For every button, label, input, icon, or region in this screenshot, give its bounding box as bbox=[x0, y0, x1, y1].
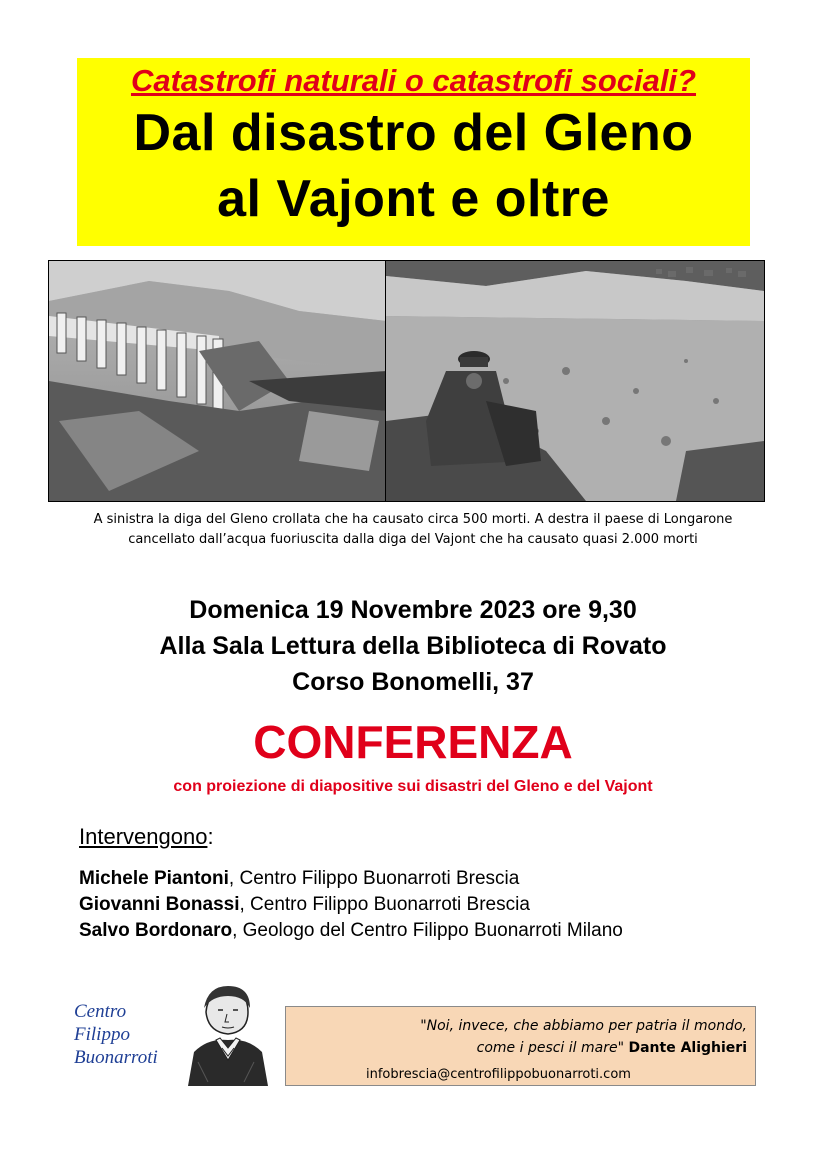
speaker-item bbox=[79, 918, 623, 944]
speaker-affiliation: , Centro Filippo Buonarroti Brescia bbox=[239, 894, 530, 915]
title-line-1: Dal disastro del Gleno bbox=[133, 104, 694, 162]
conference-subtitle: con proiezione di diapositive sui disastri del Gleno e del Vajont bbox=[173, 778, 653, 795]
longarone-image bbox=[386, 261, 764, 501]
gleno-dam-image bbox=[49, 261, 386, 501]
quote-author: Dante Alighieri bbox=[628, 1040, 747, 1056]
speaker-name: Salvo Bordonaro bbox=[79, 920, 233, 941]
speakers-label-colon: : bbox=[207, 824, 214, 849]
logo-line-2: Filippo bbox=[74, 1024, 130, 1045]
speakers-heading bbox=[79, 822, 214, 852]
quote-line-2-row bbox=[420, 1037, 747, 1059]
event-details bbox=[0, 592, 826, 700]
event-venue: Alla Sala Lettura della Biblioteca di Rovato bbox=[159, 632, 667, 660]
event-date: Domenica 19 Novembre 2023 ore 9,30 bbox=[189, 596, 637, 624]
logo-line-1: Centro bbox=[74, 1001, 127, 1022]
speaker-item bbox=[79, 866, 623, 892]
quote-line-2: come i pesci il mare" bbox=[476, 1040, 625, 1056]
photo-panel bbox=[48, 260, 765, 502]
contact-email: infobrescia@centrofilippobuonarroti.com bbox=[366, 1067, 631, 1082]
longarone-photo bbox=[386, 261, 764, 501]
title-banner bbox=[77, 58, 750, 246]
speakers-label: Intervengono bbox=[79, 824, 208, 849]
caption-line-1: A sinistra la diga del Gleno crollata che ha causato circa 500 morti. A destra il paese di Longarone bbox=[93, 512, 733, 527]
event-subtitle: Catastrofi naturali o catastrofi sociali? bbox=[130, 63, 697, 98]
gleno-dam-photo bbox=[49, 261, 386, 501]
event-address: Corso Bonomelli, 37 bbox=[292, 668, 534, 696]
conference-title: CONFERENZA bbox=[253, 716, 573, 768]
buonarroti-portrait bbox=[178, 982, 274, 1086]
photo-caption bbox=[40, 510, 786, 550]
speakers-list bbox=[79, 866, 623, 944]
title-line-2: al Vajont e oltre bbox=[217, 170, 610, 228]
caption-line-2: cancellato dall’acqua fuoriuscita dalla diga del Vajont che ha causato quasi 2.000 morti bbox=[128, 532, 698, 547]
event-title bbox=[77, 100, 750, 232]
speaker-item bbox=[79, 892, 623, 918]
quote-box bbox=[285, 1006, 756, 1086]
speaker-affiliation: , Centro Filippo Buonarroti Brescia bbox=[228, 868, 520, 889]
quote-line-1: "Noi, invece, che abbiamo per patria il mondo, bbox=[420, 1018, 747, 1034]
logo-line-3: Buonarroti bbox=[74, 1047, 158, 1068]
organization-logo bbox=[74, 1000, 158, 1069]
speaker-name: Michele Piantoni bbox=[79, 868, 229, 889]
dante-quote bbox=[420, 1015, 747, 1059]
speaker-affiliation: , Geologo del Centro Filippo Buonarroti Milano bbox=[232, 920, 623, 941]
speaker-name: Giovanni Bonassi bbox=[79, 894, 240, 915]
